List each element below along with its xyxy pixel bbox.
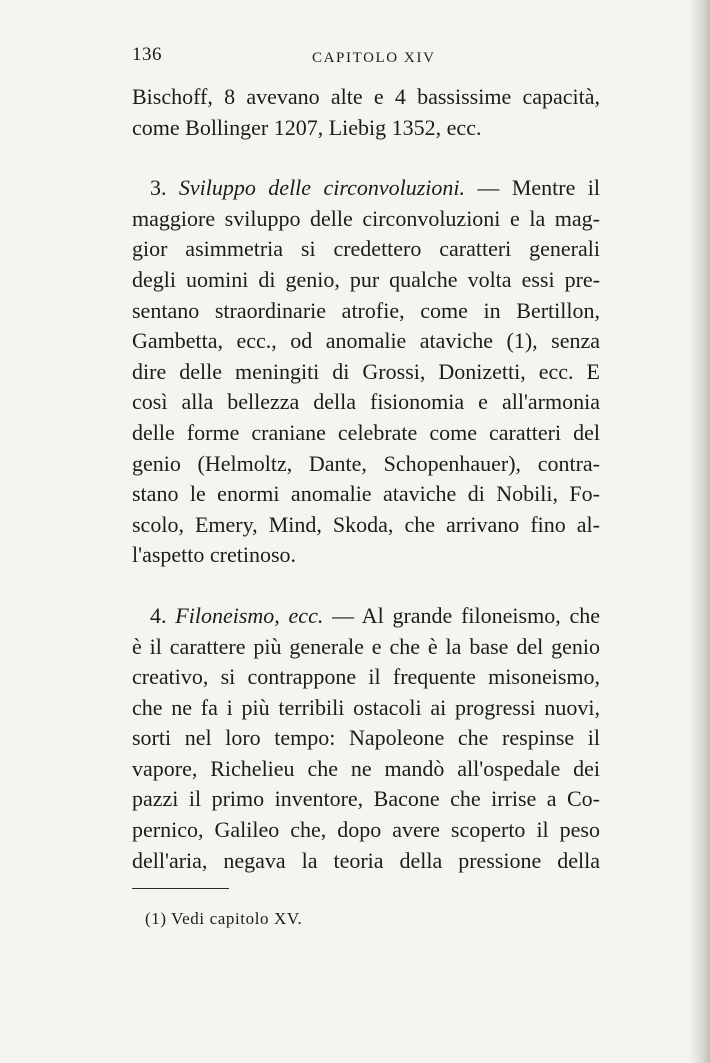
text-line: gior asimmetria si credettero caratteri generali bbox=[132, 236, 600, 262]
section-heading: Filoneismo, ecc. bbox=[175, 602, 324, 628]
text-line: genio (Helmoltz, Dante, Schopenhauer), contra- bbox=[132, 450, 600, 476]
section-4-first-line bbox=[132, 601, 600, 632]
text-line: vapore, Richelieu che ne mandò all'ospedale dei bbox=[132, 755, 600, 781]
text-line: sorti nel loro tempo: Napoleone che respinse il bbox=[132, 725, 600, 751]
text-line: pernico, Galileo che, dopo avere scoperto il peso bbox=[132, 817, 600, 843]
page-number: 136 bbox=[132, 44, 162, 65]
section-number: 4. bbox=[150, 602, 167, 628]
text-fragment: — Al grande filoneismo, che bbox=[332, 602, 600, 628]
text-line: Bischoff, 8 avevano alte e 4 bassissime capacità, bbox=[132, 84, 600, 109]
text-line: che ne fa i più terribili ostacoli ai progressi nuovi, bbox=[132, 694, 600, 720]
text-line: pazzi il primo inventore, Bacone che irrise a Co- bbox=[132, 786, 600, 812]
section-number: 3. bbox=[150, 175, 167, 201]
text-line: è il carattere più generale e che è la base del genio bbox=[132, 633, 600, 659]
text-line: l'aspetto cretinoso. bbox=[132, 542, 297, 568]
footnote-divider bbox=[132, 888, 229, 889]
section-heading: Sviluppo delle circonvoluzioni. bbox=[178, 175, 466, 201]
running-head: CAPITOLO XIV bbox=[312, 50, 436, 66]
text-line: come Bollinger 1207, Liebig 1352, ecc. bbox=[132, 114, 482, 140]
page-header bbox=[132, 44, 602, 74]
footnote: (1) Vedi capitolo XV. bbox=[145, 909, 303, 928]
text-line: maggiore sviluppo delle circonvoluzioni e la mag- bbox=[132, 205, 600, 231]
body-text bbox=[132, 82, 600, 876]
page-edge-shadow bbox=[688, 0, 710, 1063]
paragraph-section-4 bbox=[132, 601, 600, 876]
text-line: creativo, si contrappone il frequente misoneismo, bbox=[132, 664, 600, 690]
text-line: degli uomini di genio, pur qualche volta essi pre- bbox=[132, 266, 600, 292]
text-line: Gambetta, ecc., od anomalie ataviche (1), senza bbox=[132, 328, 600, 354]
paragraph-1 bbox=[132, 82, 600, 143]
text-line: stano le enormi anomalie ataviche di Nobili, Fo- bbox=[132, 481, 600, 507]
text-line: così alla bellezza della fisionomia e all'armonia bbox=[132, 389, 600, 415]
text-line: dell'aria, negava la teoria della pressione della bbox=[132, 847, 600, 873]
text-line: scolo, Emery, Mind, Skoda, che arrivano fino al- bbox=[132, 511, 600, 537]
section-3-first-line bbox=[132, 173, 600, 204]
text-line: delle forme craniane celebrate come caratteri del bbox=[132, 419, 600, 445]
text-line: sentano straordinarie atrofie, come in Bertillon, bbox=[132, 297, 600, 323]
text-line: dire delle meningiti di Grossi, Donizetti, ecc. E bbox=[132, 358, 600, 384]
text-fragment: — Mentre il bbox=[477, 175, 600, 201]
paragraph-section-3 bbox=[132, 173, 600, 571]
